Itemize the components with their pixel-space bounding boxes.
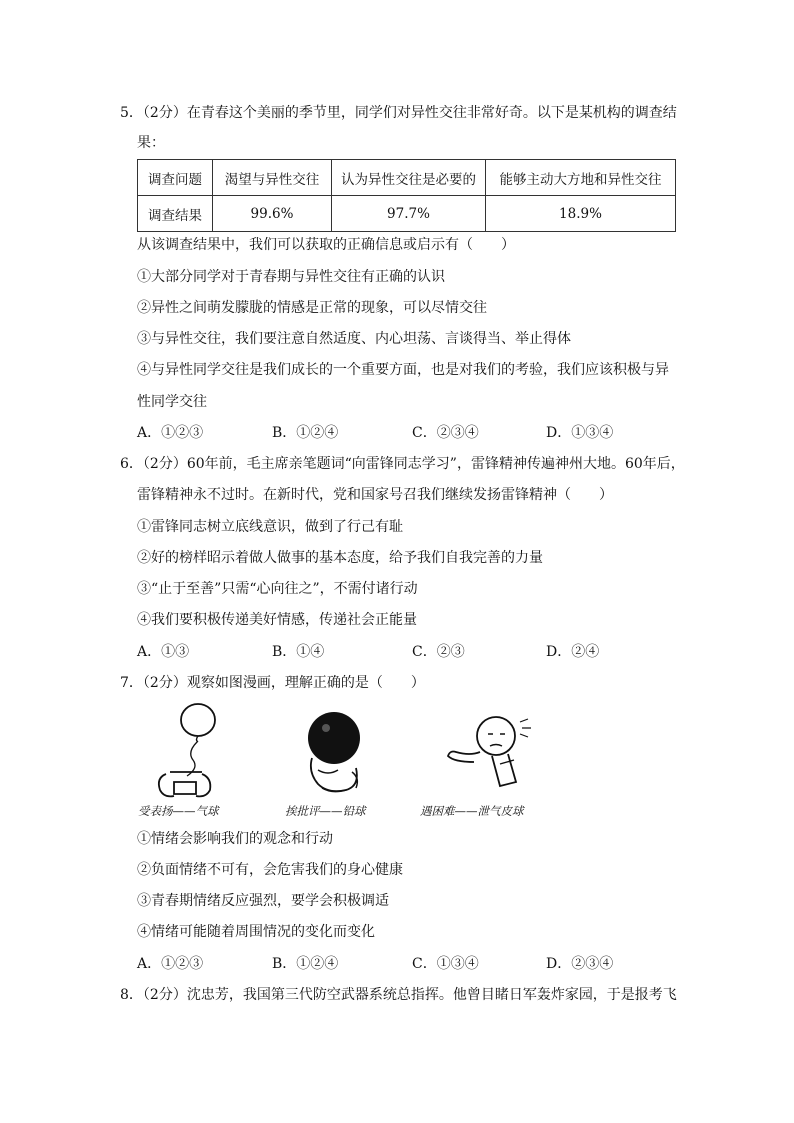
q6-item-1: ①雷锋同志树立底线意识，做到了行己有耻 bbox=[137, 519, 403, 535]
q6-option-b[interactable]: B．①④ bbox=[272, 644, 325, 660]
q5-stem-line1: 5．（2分）在青春这个美丽的季节里，同学们对异性交往非常好奇。以下是某机构的调查结 bbox=[120, 105, 677, 121]
q7-item-1: ①情绪会影响我们的观念和行动 bbox=[137, 831, 333, 847]
q5-option-d[interactable]: D．①③④ bbox=[546, 425, 614, 441]
table-header-cell: 调查问题 bbox=[138, 160, 213, 196]
q5-item-1: ①大部分同学对于青春期与异性交往有正确的认识 bbox=[137, 269, 445, 285]
survey-result-row bbox=[138, 196, 676, 232]
q6-option-c[interactable]: C．②③ bbox=[412, 644, 465, 660]
q7-item-4: ④情绪可能随着周围情况的变化而变化 bbox=[137, 924, 375, 940]
shot-put-cartoon bbox=[292, 702, 382, 802]
caption-shot-put: 挨批评——铅球 bbox=[285, 804, 366, 818]
q7-option-b[interactable]: B．①②④ bbox=[272, 956, 339, 972]
q7-item-2: ②负面情绪不可有，会危害我们的身心健康 bbox=[137, 862, 403, 878]
q5-stem-line2: 果： bbox=[137, 135, 165, 151]
q8-stem-line1: 8．（2分）沈忠芳，我国第三代防空武器系统总指挥。他曾目睹日军轰炸家园，于是报考飞 bbox=[120, 987, 677, 1003]
caption-deflated-ball: 遇困难——泄气皮球 bbox=[420, 804, 524, 818]
q7-option-d[interactable]: D．②③④ bbox=[546, 956, 614, 972]
q5-prompt: 从该调查结果中，我们可以获取的正确信息或启示有（ ） bbox=[137, 237, 515, 253]
balloon-cartoon bbox=[140, 700, 240, 800]
q6-item-3: ③“止于至善”只需“心向往之”，不需付诸行动 bbox=[137, 581, 418, 597]
q7-option-a[interactable]: A．①②③ bbox=[137, 956, 204, 972]
q6-item-2: ②好的榜样昭示着做人做事的基本态度，给予我们自我完善的力量 bbox=[137, 550, 543, 566]
table-cell: 18.9% bbox=[486, 196, 676, 232]
q5-item-2: ②异性之间萌发朦胧的情感是正常的现象，可以尽情交往 bbox=[137, 300, 487, 316]
q5-option-b[interactable]: B．①②④ bbox=[272, 425, 339, 441]
survey-table bbox=[137, 159, 676, 232]
q5-option-c[interactable]: C．②③④ bbox=[412, 425, 479, 441]
table-header-cell: 渴望与异性交往 bbox=[213, 160, 332, 196]
q7-item-3: ③青春期情绪反应强烈，要学会积极调适 bbox=[137, 893, 389, 909]
q6-item-4: ④我们要积极传递美好情感，传递社会正能量 bbox=[137, 612, 417, 628]
survey-header-row bbox=[138, 160, 676, 196]
q6-option-d[interactable]: D．②④ bbox=[546, 644, 600, 660]
table-cell: 97.7% bbox=[332, 196, 486, 232]
caption-balloon: 受表扬——气球 bbox=[138, 804, 219, 818]
q6-option-a[interactable]: A．①③ bbox=[137, 644, 190, 660]
table-cell: 调查结果 bbox=[138, 196, 213, 232]
q7-option-c[interactable]: C．①③④ bbox=[412, 956, 479, 972]
q6-stem-line2: 雷锋精神永不过时。在新时代，党和国家号召我们继续发扬雷锋精神（ ） bbox=[137, 487, 613, 503]
q5-item-4: ④与异性同学交往是我们成长的一个重要方面，也是对我们的考验，我们应该积极与异 bbox=[137, 362, 669, 378]
table-cell: 99.6% bbox=[213, 196, 332, 232]
q5-option-a[interactable]: A．①②③ bbox=[137, 425, 204, 441]
q7-stem: 7．（2分）观察如图漫画，理解正确的是（ ） bbox=[120, 675, 425, 691]
table-header-cell: 能够主动大方地和异性交往 bbox=[486, 160, 676, 196]
q5-item-3: ③与异性交往，我们要注意自然适度、内心坦荡、言谈得当、举止得体 bbox=[137, 331, 571, 347]
deflated-ball-cartoon bbox=[440, 708, 550, 798]
q5-item-4-cont: 性同学交往 bbox=[137, 394, 207, 410]
q6-stem-line1: 6．（2分）60年前，毛主席亲笔题词“向雷锋同志学习”，雷锋精神传遍神州大地。60年后， bbox=[120, 456, 685, 472]
table-header-cell: 认为异性交往是必要的 bbox=[332, 160, 486, 196]
